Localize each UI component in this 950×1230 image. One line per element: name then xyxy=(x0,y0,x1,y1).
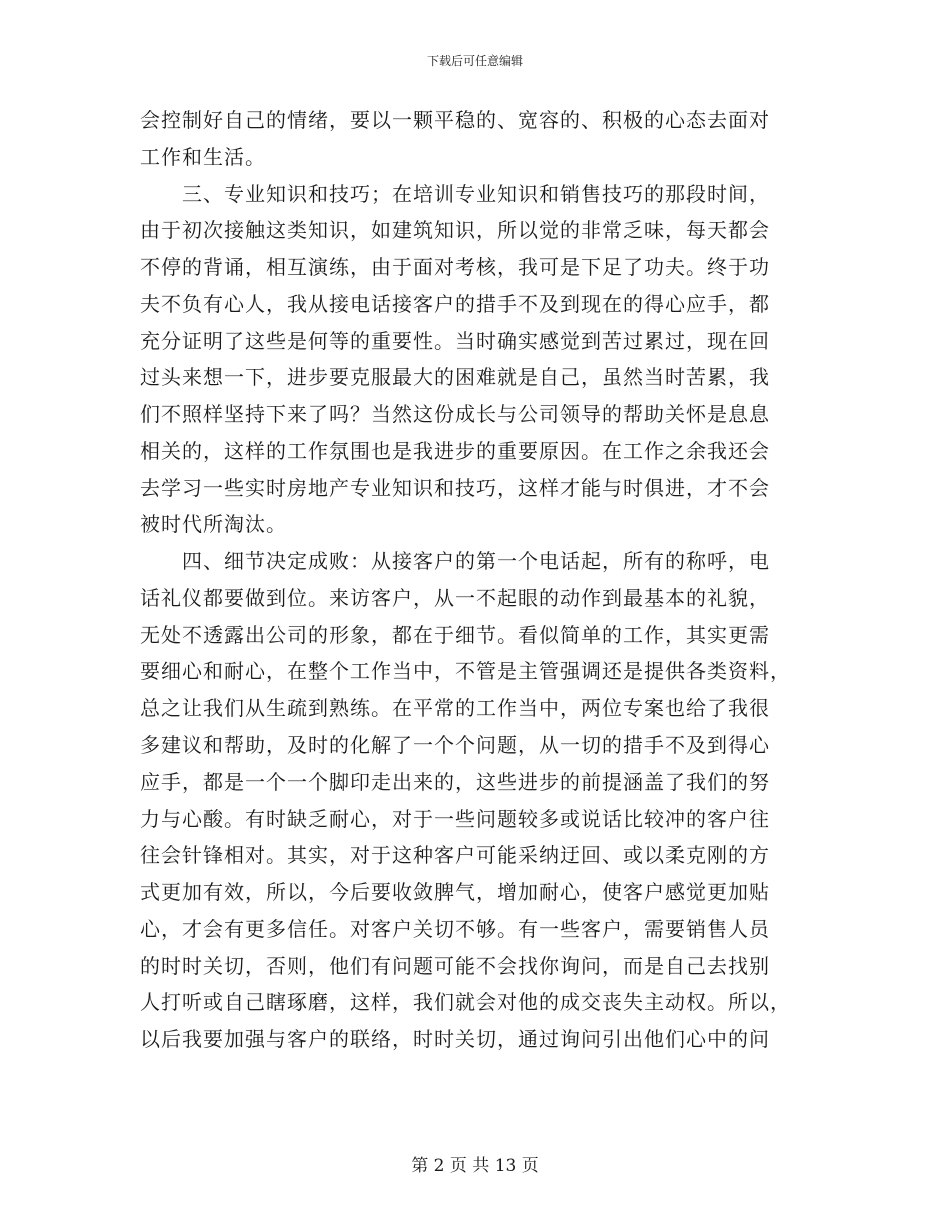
text-line: 们不照样坚持下来了吗？当然这份成长与公司领导的帮助关怀是息息 xyxy=(140,402,770,427)
text-line: 三、专业知识和技巧；在培训专业知识和销售技巧的那段时间， xyxy=(140,181,770,206)
text-line: 无处不透露出公司的形象，都在于细节。看似简单的工作，其实更需 xyxy=(140,622,770,647)
text-line: 四、细节决定成败：从接客户的第一个电话起，所有的称呼，电 xyxy=(140,549,770,574)
page-footer: 第 2 页 共 13 页 xyxy=(411,1156,539,1176)
text-line: 相关的，这样的工作氛围也是我进步的重要原因。在工作之余我还会 xyxy=(140,438,770,463)
text-line: 由于初次接触这类知识，如建筑知识，所以觉的非常乏味，每天都会 xyxy=(140,218,770,243)
text-line: 以后我要加强与客户的联络，时时关切，通过询问引出他们心中的问 xyxy=(140,1027,770,1052)
text-line: 过头来想一下，进步要克服最大的困难就是自己，虽然当时苦累，我 xyxy=(140,365,770,390)
text-line: 应手，都是一个一个脚印走出来的，这些进步的前提涵盖了我们的努 xyxy=(140,769,770,794)
text-line: 夫不负有心人，我从接电话接客户的措手不及到现在的得心应手，都 xyxy=(140,291,770,316)
body-text xyxy=(140,102,796,1058)
text-line: 去学习一些实时房地产专业知识和技巧，这样才能与时俱进，才不会 xyxy=(140,475,770,500)
text-line: 被时代所淘汰。 xyxy=(140,512,287,537)
text-line: 会控制好自己的情绪，要以一颗平稳的、宽容的、积极的心态去面对 xyxy=(140,108,770,132)
text-line: 多建议和帮助，及时的化解了一个个问题，从一切的措手不及到得心 xyxy=(140,733,770,758)
text-line: 人打听或自己瞎琢磨，这样，我们就会对他的成交丧失主动权。所以， xyxy=(140,990,791,1015)
text-line: 往会针锋相对。其实，对于这种客户可能采纳迂回、或以柔克刚的方 xyxy=(140,843,770,868)
text-line: 话礼仪都要做到位。来访客户，从一不起眼的动作到最基本的礼貌， xyxy=(140,585,770,610)
text-line: 心，才会有更多信任。对客户关切不够。有一些客户，需要销售人员 xyxy=(140,916,770,941)
text-line: 的时时关切，否则，他们有问题可能不会找你询问，而是自己去找别 xyxy=(140,953,770,978)
text-line: 总之让我们从生疏到熟练。在平常的工作当中，两位专案也给了我很 xyxy=(140,696,770,721)
page-header: 下载后可任意编辑 xyxy=(426,54,523,68)
text-line: 力与心酸。有时缺乏耐心，对于一些问题较多或说话比较冲的客户往 xyxy=(140,806,770,831)
text-line: 工作和生活。 xyxy=(140,144,266,169)
text-line: 不停的背诵，相互演练，由于面对考核，我可是下足了功夫。终于功 xyxy=(140,255,770,280)
text-line: 充分证明了这些是何等的重要性。当时确实感觉到苦过累过，现在回 xyxy=(140,328,770,353)
text-line: 式更加有效，所以，今后要收敛脾气，增加耐心，使客户感觉更加贴 xyxy=(140,880,770,905)
text-line: 要细心和耐心，在整个工作当中，不管是主管强调还是提供各类资料， xyxy=(140,659,791,684)
